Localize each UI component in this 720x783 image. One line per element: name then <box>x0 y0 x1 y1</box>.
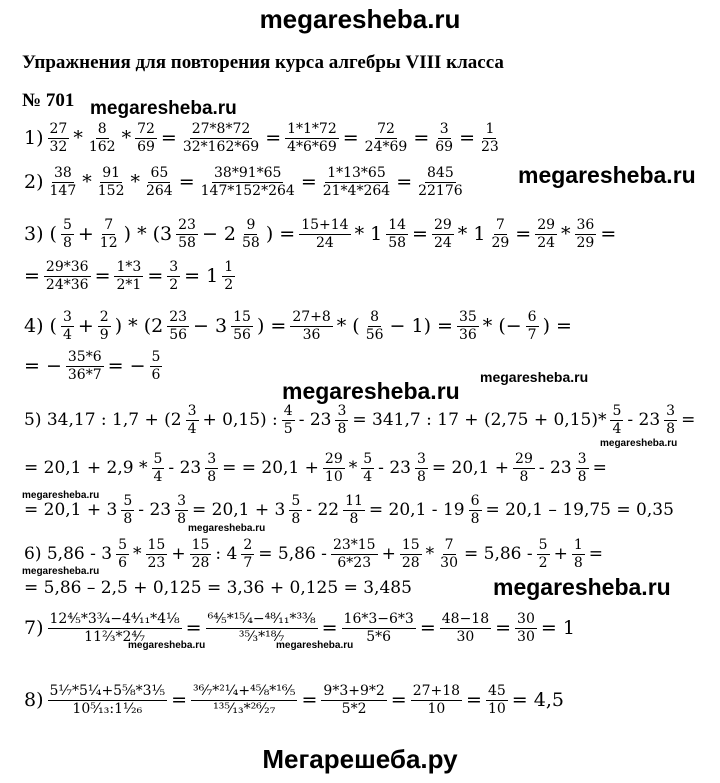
expression-text: ) = <box>542 315 572 338</box>
equals: = <box>185 617 202 640</box>
fraction: $\frac{27}{32}$ <box>49 121 68 155</box>
fraction: $\frac{1}{23}$ <box>480 121 499 155</box>
watermark: megaresheba.ru <box>188 523 266 534</box>
equals: = <box>515 223 532 246</box>
solution-line-4b <box>22 350 164 382</box>
expression-text: ) * (3 <box>123 223 173 246</box>
expression-text: = <box>588 544 603 565</box>
equals: = <box>24 265 40 288</box>
fraction: $\frac{3}{69}$ <box>435 121 454 155</box>
fraction: $\frac{72}{24*69}$ <box>364 121 408 155</box>
line-label: 8) <box>24 689 44 712</box>
expression-text: = 1 <box>184 265 219 288</box>
watermark: megaresheba.ru <box>22 566 100 577</box>
expression-text: : 4 <box>215 544 238 565</box>
fraction: $\frac{8}{162}$ <box>88 121 116 155</box>
fraction: $\frac{38}{147}$ <box>49 165 77 199</box>
fraction: $\frac{15}{28}$ <box>191 537 210 571</box>
expression-text: + <box>381 544 396 565</box>
expression-text: = 20,1 – 19,75 = 0,35 <box>485 500 674 521</box>
fraction: $\frac{3}{8}$ <box>577 451 587 485</box>
fraction: $\frac{91}{152}$ <box>97 165 125 199</box>
equals: = <box>396 171 413 194</box>
equals: = <box>342 127 359 150</box>
fraction: $\frac{7}{29}$ <box>491 217 510 251</box>
equals: = <box>160 127 177 150</box>
fraction: $\frac{8}{56}$ <box>365 309 384 343</box>
expression-text: = 20,1 + 3 <box>24 500 118 521</box>
watermark: megaresheba.ru <box>600 438 678 449</box>
operator: − 2 <box>201 223 237 246</box>
operator: * <box>561 223 571 246</box>
fraction: $\frac{15+14}{24}$ <box>301 217 349 251</box>
watermark: megaresheba.ru <box>282 378 460 404</box>
fraction: $\frac{29*36}{24*36}$ <box>45 259 89 293</box>
header-site-title: megaresheba.ru <box>259 4 461 34</box>
fraction: $\frac{11}{8}$ <box>345 493 363 527</box>
fraction: $\frac{3}{8}$ <box>416 451 426 485</box>
expression-text: = 20,1 + 2,9 * <box>24 458 148 479</box>
fraction: $\frac{1}{2}$ <box>224 259 234 293</box>
expression-text: - 23 <box>168 458 202 479</box>
footer-site-title: Мегарешеба.ру <box>262 744 458 774</box>
equals: = <box>265 127 282 150</box>
equals: = <box>178 171 195 194</box>
fraction: $\frac{29}{8}$ <box>515 451 533 485</box>
expression-text: * ( <box>336 315 360 338</box>
equals: = <box>147 265 164 288</box>
watermark: megaresheba.ru <box>90 98 237 119</box>
expression-text: + <box>171 544 186 565</box>
solution-line-5a <box>22 404 697 436</box>
fraction: $\frac{5}{4}$ <box>612 403 622 437</box>
expression-text: + <box>553 544 568 565</box>
watermark: megaresheba.ru <box>276 640 354 651</box>
fraction: $\frac{35*6}{36*7}$ <box>67 349 102 383</box>
expression-text: = 5,86 - <box>463 544 533 565</box>
expression-text: = <box>681 410 696 431</box>
fraction: $\frac{1}{8}$ <box>573 537 583 571</box>
equals: = <box>301 689 318 712</box>
fraction: $\frac{14}{58}$ <box>388 217 407 251</box>
fraction: $\frac{3}{8}$ <box>207 451 217 485</box>
fraction: $\frac{29}{10}$ <box>324 451 343 485</box>
equals: = <box>94 265 111 288</box>
expression-text: * <box>425 544 435 565</box>
expression-text: ) * (2 <box>114 315 164 338</box>
expression-text: + 0,15) : <box>202 410 278 431</box>
fraction: $\frac{38*91*65}{147*152*264}$ <box>200 165 295 199</box>
fraction: $\frac{3}{4}$ <box>62 309 72 343</box>
equals: = <box>171 689 188 712</box>
expression-text: − 1) = <box>389 315 453 338</box>
expression-text: = 20,1 + <box>431 458 510 479</box>
fraction: $\frac{5}{2}$ <box>538 537 548 571</box>
solution-line-3a <box>22 218 618 250</box>
fraction: $\frac{9}{58}$ <box>242 217 260 251</box>
fraction: $\frac{2}{9}$ <box>99 309 109 343</box>
expression-text: 6) 5,86 - 3 <box>24 544 113 565</box>
fraction: $\frac{\text{⁶⁴⁄₅*¹⁵⁄₄−⁴⁸⁄₁₁*³³⁄₈}}{\text{³⁵⁄₃*¹⁸⁄₇}}$ <box>207 611 316 645</box>
fraction: $\frac{3}{2}$ <box>169 259 179 293</box>
equals: = <box>321 617 338 640</box>
equals: = <box>413 127 430 150</box>
fraction: $\frac{1*3}{2*1}$ <box>116 259 142 293</box>
expression-text: - 23 <box>298 410 332 431</box>
expression-text: * <box>348 458 358 479</box>
expression-text: = 20,1 + 3 <box>192 500 286 521</box>
solution-line-7 <box>22 612 577 644</box>
operator: − 3 <box>193 315 228 338</box>
line-label: 2) <box>24 171 44 194</box>
watermark: megaresheba.ru <box>480 369 589 385</box>
fraction: $\frac{3}{8}$ <box>337 403 347 437</box>
watermark: megaresheba.ru <box>493 574 671 600</box>
problem-number: № 701 <box>22 90 75 111</box>
fraction: $\frac{5}{8}$ <box>62 217 72 251</box>
fraction: $\frac{\text{³⁶⁄₇*²¹⁄₄+⁴⁵⁄₈*¹⁶⁄₅}}{\text{¹³⁵⁄₁₃*²⁶⁄₂₇}}$ <box>193 683 296 717</box>
solution-line-3b <box>22 260 237 292</box>
solution-line-6a <box>22 538 605 570</box>
fraction: $\frac{5}{6}$ <box>151 349 161 383</box>
equals: = <box>600 223 617 246</box>
fraction: $\frac{9*3+9*2}{5*2}$ <box>323 683 385 717</box>
expression-text: ) = <box>265 223 296 246</box>
line-label: 7) <box>24 617 44 640</box>
expression-text: = − <box>24 355 62 378</box>
fraction: $\frac{45}{10}$ <box>487 683 506 717</box>
fraction: $\frac{5}{6}$ <box>118 537 127 571</box>
fraction: $\frac{48-18}{30}$ <box>441 611 490 645</box>
fraction: $\frac{15}{23}$ <box>147 537 166 571</box>
fraction: $\frac{6}{8}$ <box>470 493 480 527</box>
operator: + <box>77 315 94 338</box>
fraction: $\frac{27+8}{36}$ <box>292 309 331 343</box>
fraction: $\frac{4}{5}$ <box>283 403 293 437</box>
expression-text: - 23 <box>538 458 572 479</box>
expression-text: - 23 <box>138 500 172 521</box>
operator: * <box>82 171 92 194</box>
solution-line-8 <box>22 684 566 716</box>
fraction: $\frac{27+18}{10}$ <box>412 683 461 717</box>
equals: = <box>300 171 317 194</box>
equals: = <box>466 689 482 712</box>
fraction: $\frac{1*13*65}{21*4*264}$ <box>322 165 391 199</box>
fraction: $\frac{72}{69}$ <box>137 121 155 155</box>
equals: = <box>495 617 512 640</box>
expression-text: - 23 <box>627 410 661 431</box>
operator: * <box>130 171 140 194</box>
fraction: $\frac{16*3-6*3}{5*6}$ <box>343 611 414 645</box>
fraction: $\frac{5}{4}$ <box>153 451 163 485</box>
fraction: $\frac{27*8*72}{32*162*69}$ <box>182 121 260 155</box>
expression-text: = 341,7 : 17 + (2,75 + 0,15)* <box>352 410 607 431</box>
watermark: megaresheba.ru <box>128 640 206 651</box>
fraction: $\frac{3}{8}$ <box>177 493 186 527</box>
fraction: $\frac{7}{12}$ <box>99 217 118 251</box>
operator: * <box>73 127 83 150</box>
fraction: $\frac{3}{8}$ <box>666 403 676 437</box>
fraction: $\frac{23}{58}$ <box>178 217 196 251</box>
fraction: $\frac{23*15}{6*23}$ <box>332 537 376 571</box>
fraction: $\frac{29}{24}$ <box>537 217 556 251</box>
expression-text: * 1 <box>354 223 383 246</box>
watermark: megaresheba.ru <box>22 490 100 501</box>
expression-text: = 5,86 – 2,5 + 0,125 = 3,36 + 0,125 = 3,485 <box>24 578 412 598</box>
fraction: $\frac{1*1*72}{4*6*69}$ <box>287 121 337 155</box>
expression-text: = <box>592 458 607 479</box>
fraction: $\frac{65}{264}$ <box>145 165 173 199</box>
expression-text: 4) ( <box>24 315 57 338</box>
fraction: $\frac{5}{4}$ <box>363 451 373 485</box>
solution-line-1 <box>22 122 503 154</box>
operator: + <box>77 223 94 246</box>
fraction: $\frac{36}{29}$ <box>576 217 595 251</box>
expression-text: 3) ( <box>24 223 57 246</box>
equals: = <box>412 223 428 246</box>
fraction: $\frac{29}{24}$ <box>433 217 452 251</box>
fraction: $\frac{7}{30}$ <box>440 537 458 571</box>
watermark: megaresheba.ru <box>518 162 696 188</box>
fraction: $\frac{5}{8}$ <box>291 493 301 527</box>
expression-text: = 5,86 - <box>258 544 327 565</box>
expression-text: - 22 <box>306 500 340 521</box>
equals: = <box>459 127 475 150</box>
fraction: $\frac{23}{56}$ <box>169 309 188 343</box>
expression-text: = 1 <box>540 617 575 640</box>
expression-text: ) = <box>256 315 287 338</box>
section-heading: Упражнения для повторения курса алгебры VIII класса <box>22 52 504 73</box>
fraction: $\frac{\text{5¹⁄₇*5¹⁄₄+5⁵⁄₈*3¹⁄₅}}{\text{10⁵⁄₁₃:1¹⁄₂₆}}$ <box>49 683 166 717</box>
fraction: $\frac{15}{28}$ <box>401 537 420 571</box>
expression-text: * 1 <box>457 223 486 246</box>
solution-line-4a <box>22 310 574 342</box>
fraction: $\frac{\text{12⁴⁄₅*3³⁄₄−4⁴⁄₁₁*4¹⁄₈}}{\text{11²⁄₃*2⁴⁄₇}}$ <box>49 611 180 645</box>
fraction: $\frac{3}{4}$ <box>187 403 197 437</box>
expression-text: 5) 34,17 : 1,7 + (2 <box>24 410 182 431</box>
fraction: $\frac{15}{56}$ <box>233 309 251 343</box>
expression-text: * <box>133 544 142 565</box>
fraction: $\frac{6}{7}$ <box>527 309 537 343</box>
line-label: 1) <box>24 127 44 150</box>
expression-text: * (− <box>482 315 522 338</box>
solution-line-6b <box>22 578 414 598</box>
fraction: $\frac{30}{30}$ <box>517 611 535 645</box>
equals: = <box>419 617 436 640</box>
solution-line-5b <box>22 452 609 484</box>
fraction: $\frac{2}{7}$ <box>243 537 253 571</box>
fraction: $\frac{845}{22176}$ <box>418 165 463 199</box>
expression-text: - 23 <box>378 458 411 479</box>
operator: * <box>121 127 132 150</box>
expression-text: = 4,5 <box>511 689 564 712</box>
expression-text: = = 20,1 + <box>222 458 319 479</box>
fraction: $\frac{5}{8}$ <box>123 493 133 527</box>
solution-line-5c <box>22 494 676 526</box>
fraction: $\frac{35}{36}$ <box>458 309 477 343</box>
expression-text: = − <box>107 355 146 378</box>
expression-text: = 20,1 - 19 <box>368 500 465 521</box>
equals: = <box>390 689 407 712</box>
solution-line-2 <box>22 166 467 198</box>
